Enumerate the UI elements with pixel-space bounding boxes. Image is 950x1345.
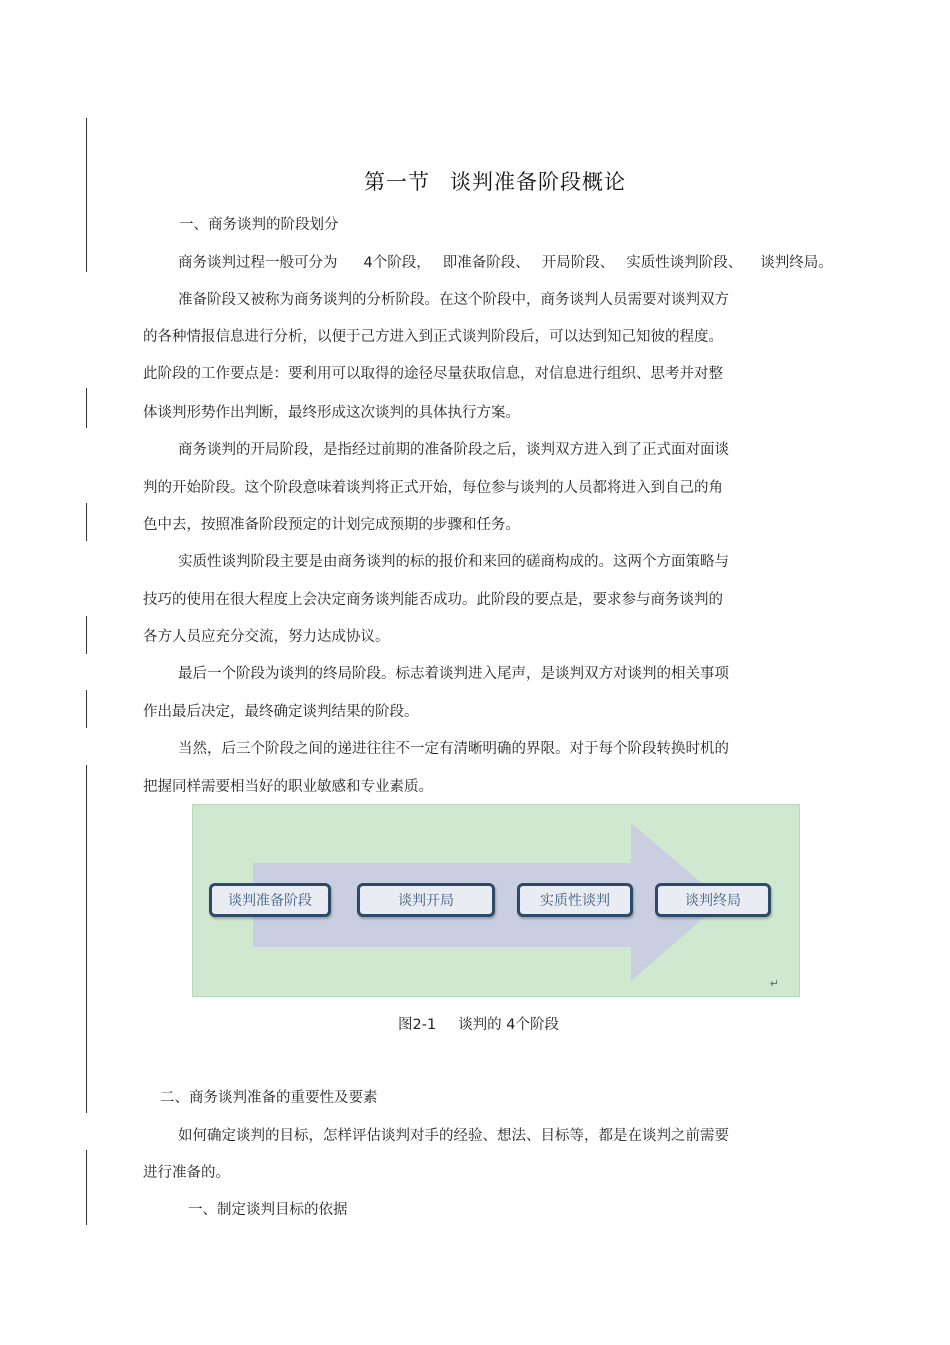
heading-stage-division: 一、商务谈判的阶段划分 <box>179 217 339 233</box>
heading-objective-basis: 一、制定谈判目标的依据 <box>188 1202 348 1218</box>
margin-bar <box>86 690 87 728</box>
paragraph-line: 当然，后三个阶段之间的递进往往不一定有清晰明确的界限。对于每个阶段转换时机的 <box>178 741 729 757</box>
section-title <box>0 166 950 196</box>
paragraph-line: 把握同样需要相当好的职业敏感和专业素质。 <box>143 779 433 795</box>
stage-box-opening: 谈判开局 <box>357 883 495 917</box>
margin-bar <box>86 1150 87 1225</box>
paragraph-line: 最后一个阶段为谈判的终局阶段。标志着谈判进入尾声，是谈判双方对谈判的相关事项 <box>178 666 729 682</box>
stages-diagram <box>192 804 800 997</box>
paragraph-line: 判的开始阶段。这个阶段意味着谈判将正式开始，每位参与谈判的人员都将进入到自己的角 <box>143 480 723 496</box>
section-name: 谈判准备阶段概论 <box>450 170 626 194</box>
stage-box-closing: 谈判终局 <box>655 883 771 917</box>
paragraph-line: 如何确定谈判的目标，怎样评估谈判对手的经验、想法、目标等，都是在谈判之前需要 <box>178 1128 729 1144</box>
paragraph-return-mark: ↵ <box>769 977 779 990</box>
heading-importance: 二、商务谈判准备的重要性及要素 <box>160 1090 378 1106</box>
paragraph-line: 进行准备的。 <box>143 1165 230 1181</box>
paragraph-line: 作出最后决定，最终确定谈判结果的阶段。 <box>143 704 419 720</box>
margin-bar <box>86 765 87 1113</box>
section-number: 第一节 <box>364 170 430 194</box>
paragraph-line: 色中去，按照准备阶段预定的计划完成预期的步骤和任务。 <box>143 517 520 533</box>
paragraph-line: 技巧的使用在很大程度上会决定商务谈判能否成功。此阶段的要点是，要求参与商务谈判的 <box>143 592 723 608</box>
paragraph-line: 的各种情报信息进行分析，以便于己方进入到正式谈判阶段后，可以达到知己知彼的程度。 <box>143 329 723 345</box>
paragraph-line: 体谈判形势作出判断，最终形成这次谈判的具体执行方案。 <box>143 405 520 421</box>
paragraph-line: 商务谈判的开局阶段，是指经过前期的准备阶段之后，谈判双方进入到了正式面对面谈 <box>178 442 729 458</box>
margin-bar <box>86 503 87 541</box>
paragraph-line: 此阶段的工作要点是：要利用可以取得的途径尽量获取信息，对信息进行组织、思考并对整 <box>143 366 723 382</box>
figure-label: 图2-1 <box>398 1017 437 1033</box>
figure-caption <box>398 1013 559 1034</box>
stage-box-preparation: 谈判准备阶段 <box>209 883 331 917</box>
paragraph-line: 各方人员应充分交流，努力达成协议。 <box>143 629 390 645</box>
figure-caption-text: 谈判的 4个阶段 <box>458 1017 560 1033</box>
margin-bar <box>86 616 87 654</box>
paragraph-line: 商务谈判过程一般可分为 4个阶段， 即准备阶段、 开局阶段、 实质性谈判阶段、 谈判终局。 <box>178 255 833 271</box>
paragraph-line: 准备阶段又被称为商务谈判的分析阶段。在这个阶段中，商务谈判人员需要对谈判双方 <box>178 292 729 308</box>
paragraph-line: 实质性谈判阶段主要是由商务谈判的标的报价和来回的磋商构成的。这两个方面策略与 <box>178 554 729 570</box>
margin-bar <box>86 388 87 428</box>
stage-box-substantive: 实质性谈判 <box>517 883 633 917</box>
